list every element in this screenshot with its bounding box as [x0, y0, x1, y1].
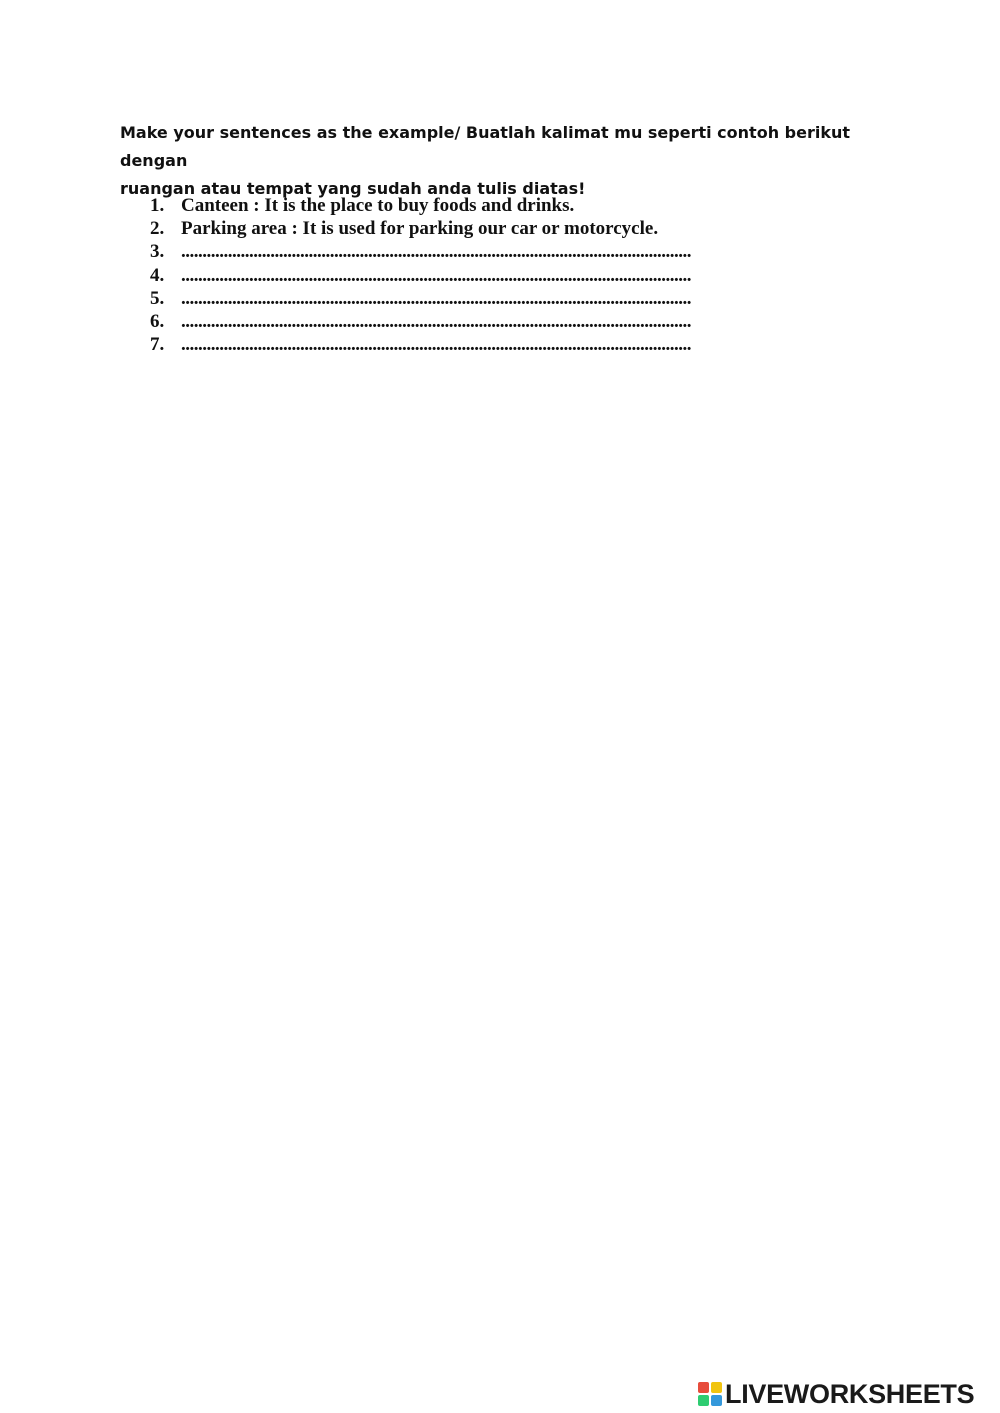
logo-square: [711, 1382, 722, 1393]
example-sentence: Parking area : It is used for parking our car or motorcycle.: [181, 218, 659, 240]
list-item: [150, 333, 781, 356]
answer-blank[interactable]: ........................................................................................................................: [181, 334, 691, 356]
list-item: [150, 194, 781, 217]
list-item: [150, 310, 781, 333]
item-number: 5.: [150, 287, 165, 309]
instruction-text: [120, 119, 900, 203]
example-sentence: Canteen : It is the place to buy foods and drinks.: [181, 195, 575, 216]
list-item: [150, 240, 781, 263]
list-item: [150, 264, 781, 287]
logo-text: LIVEWORKSHEETS: [725, 1379, 975, 1409]
list-item: [150, 217, 781, 240]
item-number: 2.: [150, 218, 165, 240]
item-number: 6.: [150, 311, 165, 333]
exercise-list: [150, 194, 781, 356]
logo-mark-icon: [698, 1382, 722, 1406]
item-number: 3.: [150, 241, 165, 263]
liveworksheets-logo: [698, 1381, 974, 1407]
item-number: 7.: [150, 334, 165, 356]
instruction-line-1: Make your sentences as the example/ Buatlah kalimat mu seperti contoh berikut dengan: [120, 123, 851, 170]
item-number: 1.: [150, 195, 165, 216]
instruction-line-2: ruangan atau tempat yang sudah anda tulis diatas!: [120, 179, 586, 198]
list-item: [150, 287, 781, 310]
answer-blank[interactable]: ........................................................................................................................: [181, 241, 691, 263]
answer-blank[interactable]: ........................................................................................................................: [181, 264, 691, 286]
logo-square: [711, 1395, 722, 1406]
answer-blank[interactable]: ........................................................................................................................: [181, 311, 691, 333]
item-number: 4.: [150, 264, 165, 286]
answer-blank[interactable]: ........................................................................................................................: [181, 287, 691, 309]
logo-square: [698, 1382, 709, 1393]
logo-square: [698, 1395, 709, 1406]
